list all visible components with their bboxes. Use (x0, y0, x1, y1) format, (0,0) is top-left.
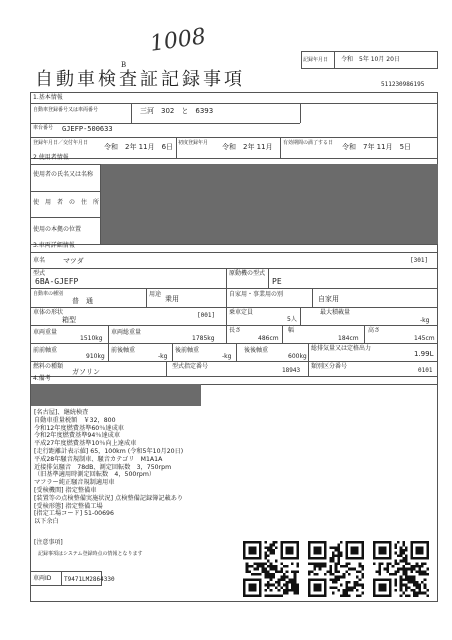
width-value: 184cm (338, 335, 359, 342)
first-year-value: 令和 2年 11月 (222, 143, 273, 151)
body-label: 車体の形状 (33, 309, 64, 316)
vehicle-id-label: 車両ID (33, 575, 52, 582)
use-value: 乗用 (165, 295, 179, 303)
rear-front-axle-value: -kg (222, 353, 232, 360)
height-value: 145cm (414, 335, 435, 342)
class-label: 自家用・事業用の別 (229, 291, 284, 298)
type-number-value: 18943 (282, 367, 301, 374)
weight-value: 1510kg (80, 335, 103, 342)
model-value: 6BA-GJEFP (35, 277, 79, 286)
length-label: 長さ (229, 327, 242, 334)
expiry-label: 有効期間の満了する日 (283, 140, 334, 146)
category-value: 0101 (418, 367, 433, 374)
rear-front-axle-label: 後前軸重 (175, 347, 200, 354)
qr-code-icon (243, 541, 299, 597)
height-label: 高さ (368, 327, 381, 334)
section-remarks-title: 4.備考 (33, 375, 51, 382)
document-number: 511230986195 (381, 81, 425, 88)
kind-label: 自動車の種別 (33, 291, 64, 297)
reg-number-value: 三河 302 と 6393 (140, 107, 214, 115)
gross-label: 車両総重量 (111, 329, 142, 336)
section-vehicle-title: 3.車両詳細情報 (33, 242, 75, 249)
remarks-line: 平成27年度燃費基準10％向上達成車 (34, 440, 137, 448)
record-date-label: 記録年月日 (303, 57, 329, 63)
remarks-line: 自動車重量税額 ￥32，800 (34, 416, 116, 424)
remarks-line: 近接排気騒音 78dB、測定回転数 3，750rpm (34, 463, 172, 471)
width-label: 幅 (288, 327, 295, 334)
remarks-line: 以下余白 (34, 518, 59, 526)
handwritten-number: 1008 (148, 24, 208, 57)
capacity-value: 5人 (287, 316, 297, 323)
notes-title: [注意事項] (34, 539, 63, 546)
notes-line: 記録事項はシステム登録時点の情報となります (38, 551, 143, 557)
expiry-value: 令和 7年 11月 5日 (342, 143, 412, 151)
remarks-list (34, 409, 183, 526)
first-reg-label: 登録年月日／交付年月日 (33, 140, 89, 146)
remarks-line: 平成28年騒音規制車、騒音カテゴリ M1A1A (34, 455, 163, 463)
remarks-line: （旧基準適用時測定回転数 4，500rpm） (34, 471, 156, 479)
qr-code-icon (308, 541, 364, 597)
engine-label: 原動機の型式 (229, 270, 266, 277)
category-label: 類別区分番号 (311, 363, 348, 370)
model-label: 型式 (33, 270, 46, 277)
maker-label: 車名 (33, 257, 46, 264)
remarks-line: [受検機関] 指定整備車 (34, 486, 97, 494)
vehicle-id-value: T9471LM2864330 (64, 576, 115, 583)
body-value: 箱型 (62, 316, 76, 324)
reg-number-label: 自動車登録番号又は車両番号 (33, 107, 99, 113)
weight-label: 車両重量 (33, 329, 58, 336)
small-b: B (121, 61, 127, 69)
remarks-line: [指定工場コード] 51-00696 (34, 510, 114, 518)
first-reg-value: 令和 2年 11月 6日 (104, 143, 174, 151)
first-year-label: 初度登録年月 (178, 140, 209, 146)
remarks-line: 令和2年度燃費基準94％達成車 (34, 432, 121, 440)
body-code: [001] (197, 312, 216, 319)
user-base-label: 使用の本拠の位置 (33, 226, 82, 233)
front-front-axle-value: 910kg (86, 353, 105, 360)
class-value: 自家用 (318, 295, 339, 303)
remarks-line: [走行距離計表示値] 65，100km (令和5年10月20日) (34, 447, 184, 455)
length-value: 486cm (258, 335, 279, 342)
use-label: 用途 (149, 291, 162, 298)
user-address-label: 使 用 者 の 住 所 (33, 199, 100, 206)
fuel-label: 燃料の種類 (33, 363, 64, 370)
section-basic-title: 1.基本情報 (33, 94, 63, 101)
displacement-label: 総排気量又は定格出力 (311, 345, 372, 352)
remarks-redaction (31, 384, 201, 406)
front-rear-axle-label: 前後軸重 (111, 347, 136, 354)
max-load-value: -kg (420, 317, 430, 324)
maker-code: [301] (410, 257, 429, 264)
section-user-title: 2.使用者情報 (33, 154, 69, 161)
document-title: 自動車検査証記録事項 (35, 69, 245, 90)
user-name-label: 使用者の氏名又は名称 (33, 171, 94, 178)
user-info-redaction (101, 164, 438, 244)
front-rear-axle-value: -kg (158, 353, 168, 360)
displacement-value: 1.99L (414, 350, 434, 358)
maker-value: マツダ (63, 257, 84, 265)
front-front-axle-label: 前前軸重 (33, 347, 58, 354)
chassis-label: 車台番号 (33, 125, 54, 131)
chassis-value: GJEFP-500633 (62, 125, 113, 133)
kind-value: 普 通 (72, 297, 93, 305)
capacity-label: 乗車定員 (229, 309, 254, 316)
remarks-line: [受検形態] 指定整備工場 (34, 502, 103, 510)
record-date-value: 令和 5年 10月 20日 (341, 56, 400, 63)
remarks-line: [装置等の点検整備実施状況] 点検整備記録簿記載あり (34, 494, 184, 502)
rear-rear-axle-label: 後後軸重 (244, 347, 269, 354)
max-load-label: 最大積載量 (320, 309, 351, 316)
gross-value: 1785kg (192, 335, 215, 342)
type-number-label: 型式指定番号 (172, 363, 209, 370)
fuel-value: ガソリン (72, 368, 100, 376)
remarks-line: マフラー純正騒音規制適用車 (34, 479, 115, 487)
remarks-line: 令和12年度燃費基準60％達成車 (34, 424, 124, 432)
remarks-line: [名古屋]、継続検査 (34, 409, 89, 416)
qr-code-icon (373, 541, 429, 597)
rear-rear-axle-value: 600kg (288, 353, 307, 360)
engine-value: PE (272, 277, 282, 286)
